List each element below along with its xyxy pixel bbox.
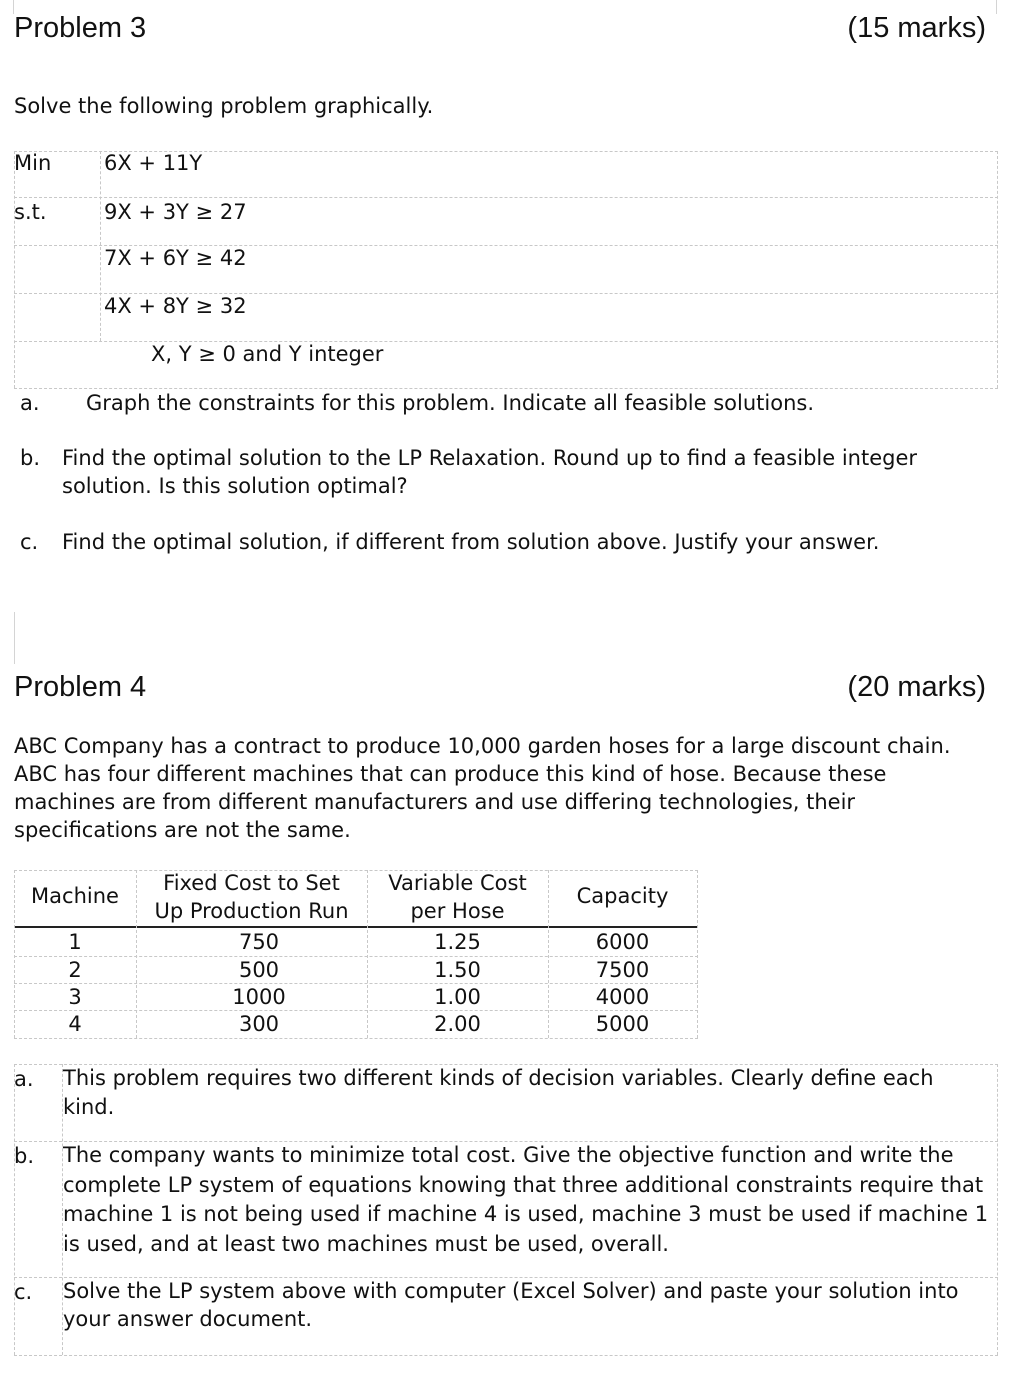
table-cell-machine: 3 xyxy=(68,985,82,1009)
table-cell-fixed-cost: 1000 xyxy=(232,985,286,1009)
question-text: This problem requires two different kinds of decision variables. Clearly define each kind. xyxy=(63,1066,934,1119)
problem4-title: Problem 4 xyxy=(14,671,147,703)
table-cell-capacity: 7500 xyxy=(595,958,650,982)
constraint-2: 7X + 6Y ≥ 42 xyxy=(104,246,247,270)
variable-cost-header-line1: Variable Cost xyxy=(388,871,527,895)
fixed-cost-header-line2: Up Production Run xyxy=(154,899,349,923)
question-text: Find the optimal solution, if different from solution above. Justify your answer. xyxy=(62,530,880,554)
table-cell-capacity: 5000 xyxy=(595,1012,650,1036)
objective-label: Min xyxy=(14,151,52,175)
fixed-cost-header-line1: Fixed Cost to Set xyxy=(163,871,340,895)
question-text: Find the optimal solution to the LP Relaxation. Round up to find a feasible integer solution. Is this solution optimal? xyxy=(62,446,918,498)
question-label: a. xyxy=(14,1067,34,1091)
problem4-marks: (20 marks) xyxy=(847,671,986,703)
nonnegativity-constraint: X, Y ≥ 0 and Y integer xyxy=(151,342,384,366)
constraint-1: 9X + 3Y ≥ 27 xyxy=(104,200,247,224)
table-cell-variable-cost: 1.50 xyxy=(434,958,481,982)
table-cell-machine: 2 xyxy=(68,958,82,982)
constraint-3: 4X + 8Y ≥ 32 xyxy=(104,294,247,318)
problem3-title: Problem 3 xyxy=(14,12,147,44)
objective-function: 6X + 11Y xyxy=(104,151,203,175)
question-label: b. xyxy=(20,446,41,470)
table-cell-capacity: 4000 xyxy=(595,985,650,1009)
machine-header: Machine xyxy=(31,884,119,908)
question-label: c. xyxy=(20,530,39,554)
table-cell-variable-cost: 1.25 xyxy=(434,930,481,954)
problem3-marks: (15 marks) xyxy=(847,12,986,44)
problem4-intro: ABC Company has a contract to produce 10,000 garden hoses for a large discount chain. ABC has four different machines that can produce this kind of hose. Because these machines are from different manufacturers and use differing technologies, their specifications are not the same. xyxy=(14,734,951,842)
question-label: b. xyxy=(14,1144,35,1168)
subject-to-label: s.t. xyxy=(14,200,47,224)
table-cell-variable-cost: 2.00 xyxy=(434,1012,481,1036)
table-cell-variable-cost: 1.00 xyxy=(434,985,481,1009)
table-cell-machine: 1 xyxy=(68,930,82,954)
problem3-instruction: Solve the following problem graphically. xyxy=(14,94,434,118)
table-cell-fixed-cost: 500 xyxy=(238,958,280,982)
question-label: c. xyxy=(14,1280,33,1304)
capacity-header: Capacity xyxy=(576,884,669,908)
question-label: a. xyxy=(20,391,40,415)
table-cell-machine: 4 xyxy=(68,1012,82,1036)
table-cell-capacity: 6000 xyxy=(595,930,650,954)
table-cell-fixed-cost: 300 xyxy=(238,1012,280,1036)
variable-cost-header-line2: per Hose xyxy=(410,899,505,923)
question-text: The company wants to minimize total cost. Give the objective function and write the complete LP system of equations knowing that three additional constraints require that machine 1 is not being used if machine 4 is used, machine 3 must be used if machine 1 is used, and at least two machines must be used, overall. xyxy=(63,1143,989,1256)
table-cell-fixed-cost: 750 xyxy=(238,930,280,954)
question-text: Graph the constraints for this problem. Indicate all feasible solutions. xyxy=(86,391,815,415)
question-text: Solve the LP system above with computer (Excel Solver) and paste your solution into your answer document. xyxy=(63,1279,959,1331)
